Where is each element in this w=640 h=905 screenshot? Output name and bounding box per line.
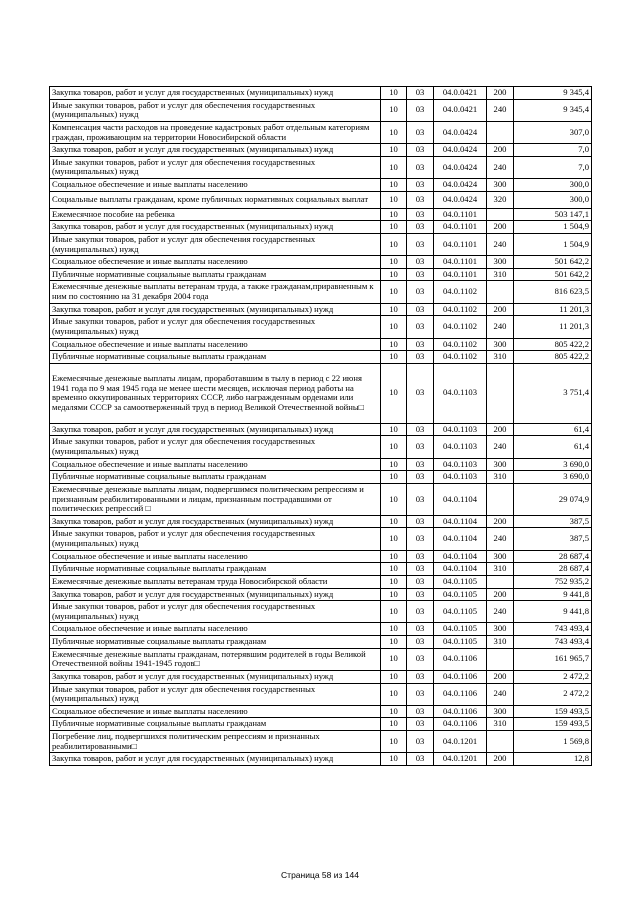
row-expense-type-cell: 200: [487, 423, 514, 436]
row-section-cell: 10: [381, 87, 407, 100]
row-expense-type-cell: 240: [487, 99, 514, 121]
row-target-article-cell: 04.0.1101: [434, 233, 487, 255]
row-name-cell: Иные закупки товаров, работ и услуг для обеспечения государственных (муниципальных) нужд: [50, 436, 381, 458]
row-target-article-cell: 04.0.0424: [434, 144, 487, 157]
row-subsection-cell: 03: [407, 601, 434, 623]
row-expense-type-cell: 200: [487, 588, 514, 601]
row-amount-cell: 159 493,5: [514, 705, 592, 718]
table-row: [50, 99, 592, 121]
table-row: [50, 121, 592, 143]
row-amount-cell: 501 642,2: [514, 256, 592, 269]
row-expense-type-cell: 320: [487, 191, 514, 208]
table-row: [50, 515, 592, 528]
row-amount-cell: 805 422,2: [514, 351, 592, 364]
row-name-cell: Закупка товаров, работ и услуг для государственных (муниципальных) нужд: [50, 144, 381, 157]
row-subsection-cell: 03: [407, 316, 434, 338]
row-section-cell: 10: [381, 550, 407, 563]
row-expense-type-cell: 200: [487, 87, 514, 100]
row-amount-cell: 3 751,4: [514, 363, 592, 423]
row-target-article-cell: 04.0.1103: [434, 436, 487, 458]
table-row: [50, 471, 592, 484]
row-section-cell: 10: [381, 436, 407, 458]
row-expense-type-cell: 300: [487, 705, 514, 718]
row-target-article-cell: 04.0.1105: [434, 623, 487, 636]
row-subsection-cell: 03: [407, 281, 434, 303]
row-target-article-cell: 04.0.1104: [434, 528, 487, 550]
row-expense-type-cell: 240: [487, 528, 514, 550]
row-name-cell: Иные закупки товаров, работ и услуг для обеспечения государственных (муниципальных) нужд: [50, 233, 381, 255]
row-section-cell: 10: [381, 221, 407, 234]
row-name-cell: Публичные нормативные социальные выплаты гражданам: [50, 471, 381, 484]
row-name-cell: Публичные нормативные социальные выплаты гражданам: [50, 563, 381, 576]
row-target-article-cell: 04.0.0421: [434, 87, 487, 100]
row-target-article-cell: 04.0.1105: [434, 575, 487, 588]
row-subsection-cell: 03: [407, 528, 434, 550]
row-target-article-cell: 04.0.1104: [434, 483, 487, 515]
row-amount-cell: 7,0: [514, 156, 592, 178]
row-amount-cell: 300,0: [514, 191, 592, 208]
table-row: [50, 191, 592, 208]
table-row: [50, 670, 592, 683]
row-amount-cell: 3 690,0: [514, 471, 592, 484]
row-expense-type-cell: [487, 575, 514, 588]
table-row: [50, 156, 592, 178]
row-subsection-cell: 03: [407, 363, 434, 423]
row-section-cell: 10: [381, 281, 407, 303]
row-section-cell: 10: [381, 268, 407, 281]
row-expense-type-cell: 300: [487, 179, 514, 192]
row-name-cell: Ежемесячные денежные выплаты лицам, проработавшим в тылу в период с 22 июня 1941 года по 9 мая 1945 года не менее шести месяцев, исключая период работы на временно оккупированных территориях СССР, либо награжденным орденами или медалями СССР за самоотверженный труд в период Великой Отечественной войны□: [50, 363, 381, 423]
row-amount-cell: 752 935,2: [514, 575, 592, 588]
table-row: [50, 458, 592, 471]
row-name-cell: Закупка товаров, работ и услуг для государственных (муниципальных) нужд: [50, 588, 381, 601]
row-subsection-cell: 03: [407, 471, 434, 484]
row-target-article-cell: 04.0.1201: [434, 731, 487, 753]
row-subsection-cell: 03: [407, 623, 434, 636]
row-amount-cell: 161 965,7: [514, 648, 592, 670]
row-amount-cell: 387,5: [514, 515, 592, 528]
table-row: [50, 718, 592, 731]
row-amount-cell: 28 687,4: [514, 550, 592, 563]
row-section-cell: 10: [381, 575, 407, 588]
row-expense-type-cell: 310: [487, 636, 514, 649]
row-target-article-cell: 04.0.1103: [434, 423, 487, 436]
row-subsection-cell: 03: [407, 121, 434, 143]
row-subsection-cell: 03: [407, 156, 434, 178]
table-row: [50, 87, 592, 100]
row-section-cell: 10: [381, 338, 407, 351]
row-name-cell: Социальное обеспечение и иные выплаты населению: [50, 179, 381, 192]
row-name-cell: Закупка товаров, работ и услуг для государственных (муниципальных) нужд: [50, 221, 381, 234]
row-subsection-cell: 03: [407, 718, 434, 731]
table-row: [50, 588, 592, 601]
table-row: [50, 528, 592, 550]
row-amount-cell: 2 472,2: [514, 670, 592, 683]
row-subsection-cell: 03: [407, 221, 434, 234]
row-section-cell: 10: [381, 601, 407, 623]
row-target-article-cell: 04.0.1104: [434, 550, 487, 563]
row-expense-type-cell: 310: [487, 718, 514, 731]
row-target-article-cell: 04.0.1106: [434, 648, 487, 670]
row-expense-type-cell: [487, 121, 514, 143]
row-amount-cell: 1 504,9: [514, 233, 592, 255]
row-section-cell: 10: [381, 683, 407, 705]
row-expense-type-cell: 240: [487, 233, 514, 255]
budget-table: [49, 86, 592, 766]
table-row: [50, 550, 592, 563]
row-amount-cell: 805 422,2: [514, 338, 592, 351]
row-name-cell: Закупка товаров, работ и услуг для государственных (муниципальных) нужд: [50, 303, 381, 316]
row-section-cell: 10: [381, 563, 407, 576]
table-row: [50, 268, 592, 281]
row-section-cell: 10: [381, 233, 407, 255]
row-expense-type-cell: [487, 208, 514, 221]
row-amount-cell: 503 147,1: [514, 208, 592, 221]
row-name-cell: Компенсация части расходов на проведение кадастровых работ отдельным категориям граждан, проживающим на территории Новосибирской области: [50, 121, 381, 143]
row-amount-cell: 1 569,8: [514, 731, 592, 753]
row-amount-cell: 743 493,4: [514, 623, 592, 636]
row-subsection-cell: 03: [407, 550, 434, 563]
row-name-cell: Социальное обеспечение и иные выплаты населению: [50, 458, 381, 471]
row-section-cell: 10: [381, 351, 407, 364]
row-target-article-cell: 04.0.1103: [434, 363, 487, 423]
row-expense-type-cell: [487, 363, 514, 423]
row-amount-cell: 3 690,0: [514, 458, 592, 471]
row-expense-type-cell: [487, 731, 514, 753]
table-row: [50, 303, 592, 316]
row-expense-type-cell: 300: [487, 338, 514, 351]
table-row: [50, 683, 592, 705]
row-subsection-cell: 03: [407, 268, 434, 281]
row-target-article-cell: 04.0.1103: [434, 471, 487, 484]
row-amount-cell: 11 201,3: [514, 303, 592, 316]
row-target-article-cell: 04.0.0424: [434, 191, 487, 208]
row-section-cell: 10: [381, 718, 407, 731]
row-target-article-cell: 04.0.1102: [434, 281, 487, 303]
row-name-cell: Ежемесячные денежные выплаты лицам, подвергшимся политическим репрессиям и признанным реабилитированными и лицам, признанным пострадавшими от политических репрессий □: [50, 483, 381, 515]
row-amount-cell: 743 493,4: [514, 636, 592, 649]
row-section-cell: 10: [381, 705, 407, 718]
row-name-cell: Иные закупки товаров, работ и услуг для обеспечения государственных (муниципальных) нужд: [50, 316, 381, 338]
row-section-cell: 10: [381, 121, 407, 143]
table-row: [50, 221, 592, 234]
row-target-article-cell: 04.0.1102: [434, 303, 487, 316]
row-subsection-cell: 03: [407, 256, 434, 269]
table-row: [50, 423, 592, 436]
table-row: [50, 363, 592, 423]
row-section-cell: 10: [381, 191, 407, 208]
row-name-cell: Социальное обеспечение и иные выплаты населению: [50, 550, 381, 563]
table-row: [50, 179, 592, 192]
row-amount-cell: 159 493,5: [514, 718, 592, 731]
row-target-article-cell: 04.0.1101: [434, 221, 487, 234]
row-subsection-cell: 03: [407, 636, 434, 649]
row-target-article-cell: 04.0.1101: [434, 208, 487, 221]
row-name-cell: Погребение лиц, подвергшихся политическим репрессиям и признанных реабилитированными□: [50, 731, 381, 753]
row-target-article-cell: 04.0.1105: [434, 636, 487, 649]
row-section-cell: 10: [381, 731, 407, 753]
row-amount-cell: 387,5: [514, 528, 592, 550]
row-expense-type-cell: 310: [487, 563, 514, 576]
row-amount-cell: 28 687,4: [514, 563, 592, 576]
row-name-cell: Социальные выплаты гражданам, кроме публичных нормативных социальных выплат: [50, 191, 381, 208]
row-subsection-cell: 03: [407, 683, 434, 705]
row-subsection-cell: 03: [407, 588, 434, 601]
table-row: [50, 233, 592, 255]
row-expense-type-cell: 300: [487, 550, 514, 563]
row-expense-type-cell: 300: [487, 256, 514, 269]
row-amount-cell: 9 345,4: [514, 99, 592, 121]
row-section-cell: 10: [381, 208, 407, 221]
table-row: [50, 483, 592, 515]
row-name-cell: Ежемесячные денежные выплаты ветеранам труда Новосибирской области: [50, 575, 381, 588]
table-row: [50, 753, 592, 766]
row-subsection-cell: 03: [407, 351, 434, 364]
row-section-cell: 10: [381, 670, 407, 683]
row-target-article-cell: 04.0.0424: [434, 156, 487, 178]
row-subsection-cell: 03: [407, 99, 434, 121]
row-target-article-cell: 04.0.1102: [434, 351, 487, 364]
row-name-cell: Публичные нормативные социальные выплаты гражданам: [50, 351, 381, 364]
row-expense-type-cell: 200: [487, 303, 514, 316]
row-expense-type-cell: [487, 281, 514, 303]
row-amount-cell: 2 472,2: [514, 683, 592, 705]
row-subsection-cell: 03: [407, 144, 434, 157]
row-expense-type-cell: 200: [487, 515, 514, 528]
page-footer: Страница 58 из 144: [281, 870, 359, 880]
row-section-cell: 10: [381, 363, 407, 423]
row-target-article-cell: 04.0.1105: [434, 601, 487, 623]
table-row: [50, 351, 592, 364]
row-target-article-cell: 04.0.1104: [434, 515, 487, 528]
row-section-cell: 10: [381, 483, 407, 515]
row-expense-type-cell: 310: [487, 471, 514, 484]
row-amount-cell: 501 642,2: [514, 268, 592, 281]
row-target-article-cell: 04.0.0421: [434, 99, 487, 121]
row-expense-type-cell: 300: [487, 458, 514, 471]
row-expense-type-cell: 200: [487, 753, 514, 766]
row-amount-cell: 300,0: [514, 179, 592, 192]
table-row: [50, 563, 592, 576]
row-expense-type-cell: 200: [487, 221, 514, 234]
row-target-article-cell: 04.0.1102: [434, 316, 487, 338]
row-subsection-cell: 03: [407, 338, 434, 351]
row-name-cell: Социальное обеспечение и иные выплаты населению: [50, 705, 381, 718]
row-subsection-cell: 03: [407, 208, 434, 221]
row-subsection-cell: 03: [407, 423, 434, 436]
row-name-cell: Публичные нормативные социальные выплаты гражданам: [50, 268, 381, 281]
row-amount-cell: 7,0: [514, 144, 592, 157]
row-amount-cell: 9 441,8: [514, 588, 592, 601]
row-section-cell: 10: [381, 256, 407, 269]
row-amount-cell: 61,4: [514, 423, 592, 436]
table-row: [50, 144, 592, 157]
row-name-cell: Закупка товаров, работ и услуг для государственных (муниципальных) нужд: [50, 87, 381, 100]
row-subsection-cell: 03: [407, 233, 434, 255]
row-expense-type-cell: 240: [487, 601, 514, 623]
table-row: [50, 256, 592, 269]
row-target-article-cell: 04.0.0424: [434, 179, 487, 192]
row-subsection-cell: 03: [407, 705, 434, 718]
row-amount-cell: 816 623,5: [514, 281, 592, 303]
row-target-article-cell: 04.0.1106: [434, 670, 487, 683]
row-expense-type-cell: [487, 483, 514, 515]
row-subsection-cell: 03: [407, 753, 434, 766]
table-row: [50, 575, 592, 588]
row-subsection-cell: 03: [407, 191, 434, 208]
row-name-cell: Иные закупки товаров, работ и услуг для обеспечения государственных (муниципальных) нужд: [50, 528, 381, 550]
row-section-cell: 10: [381, 156, 407, 178]
row-section-cell: 10: [381, 458, 407, 471]
row-section-cell: 10: [381, 753, 407, 766]
row-expense-type-cell: [487, 648, 514, 670]
row-subsection-cell: 03: [407, 458, 434, 471]
row-expense-type-cell: 310: [487, 268, 514, 281]
table-row: [50, 623, 592, 636]
row-section-cell: 10: [381, 588, 407, 601]
row-section-cell: 10: [381, 316, 407, 338]
table-row: [50, 648, 592, 670]
row-expense-type-cell: 200: [487, 670, 514, 683]
table-row: [50, 208, 592, 221]
row-subsection-cell: 03: [407, 575, 434, 588]
row-section-cell: 10: [381, 303, 407, 316]
row-target-article-cell: 04.0.1103: [434, 458, 487, 471]
table-row: [50, 281, 592, 303]
row-target-article-cell: 04.0.1101: [434, 256, 487, 269]
row-section-cell: 10: [381, 636, 407, 649]
table-row: [50, 436, 592, 458]
row-amount-cell: 9 345,4: [514, 87, 592, 100]
row-name-cell: Иные закупки товаров, работ и услуг для обеспечения государственных (муниципальных) нужд: [50, 683, 381, 705]
row-subsection-cell: 03: [407, 87, 434, 100]
row-section-cell: 10: [381, 144, 407, 157]
row-name-cell: Социальное обеспечение и иные выплаты населению: [50, 338, 381, 351]
row-section-cell: 10: [381, 515, 407, 528]
row-name-cell: Закупка товаров, работ и услуг для государственных (муниципальных) нужд: [50, 423, 381, 436]
row-name-cell: Иные закупки товаров, работ и услуг для обеспечения государственных (муниципальных) нужд: [50, 156, 381, 178]
row-section-cell: 10: [381, 528, 407, 550]
row-name-cell: Публичные нормативные социальные выплаты гражданам: [50, 636, 381, 649]
row-subsection-cell: 03: [407, 731, 434, 753]
row-amount-cell: 1 504,9: [514, 221, 592, 234]
row-name-cell: Иные закупки товаров, работ и услуг для обеспечения государственных (муниципальных) нужд: [50, 99, 381, 121]
table-row: [50, 731, 592, 753]
row-expense-type-cell: 200: [487, 144, 514, 157]
row-name-cell: Иные закупки товаров, работ и услуг для обеспечения государственных (муниципальных) нужд: [50, 601, 381, 623]
row-target-article-cell: 04.0.1105: [434, 588, 487, 601]
row-subsection-cell: 03: [407, 179, 434, 192]
row-section-cell: 10: [381, 423, 407, 436]
row-name-cell: Публичные нормативные социальные выплаты гражданам: [50, 718, 381, 731]
row-target-article-cell: 04.0.1201: [434, 753, 487, 766]
row-amount-cell: 11 201,3: [514, 316, 592, 338]
row-subsection-cell: 03: [407, 563, 434, 576]
row-target-article-cell: 04.0.1104: [434, 563, 487, 576]
table-row: [50, 636, 592, 649]
row-amount-cell: 61,4: [514, 436, 592, 458]
row-name-cell: Закупка товаров, работ и услуг для государственных (муниципальных) нужд: [50, 670, 381, 683]
row-section-cell: 10: [381, 648, 407, 670]
row-target-article-cell: 04.0.1106: [434, 718, 487, 731]
row-name-cell: Закупка товаров, работ и услуг для государственных (муниципальных) нужд: [50, 753, 381, 766]
row-target-article-cell: 04.0.1106: [434, 683, 487, 705]
row-expense-type-cell: 240: [487, 156, 514, 178]
row-target-article-cell: 04.0.1101: [434, 268, 487, 281]
row-name-cell: Закупка товаров, работ и услуг для государственных (муниципальных) нужд: [50, 515, 381, 528]
row-amount-cell: 29 074,9: [514, 483, 592, 515]
row-name-cell: Ежемесячные денежные выплаты ветеранам труда, а также гражданам,приравненным к ним по состоянию на 31 декабря 2004 года: [50, 281, 381, 303]
row-subsection-cell: 03: [407, 515, 434, 528]
row-amount-cell: 12,8: [514, 753, 592, 766]
row-target-article-cell: 04.0.1106: [434, 705, 487, 718]
row-name-cell: Социальное обеспечение и иные выплаты населению: [50, 256, 381, 269]
row-subsection-cell: 03: [407, 303, 434, 316]
table-row: [50, 601, 592, 623]
row-name-cell: Ежемесячные денежные выплаты гражданам, потерявшим родителей в годы Великой Отечественной войны 1941-1945 годов□: [50, 648, 381, 670]
row-expense-type-cell: 300: [487, 623, 514, 636]
row-subsection-cell: 03: [407, 436, 434, 458]
row-name-cell: Социальное обеспечение и иные выплаты населению: [50, 623, 381, 636]
row-expense-type-cell: 240: [487, 683, 514, 705]
row-section-cell: 10: [381, 623, 407, 636]
row-subsection-cell: 03: [407, 483, 434, 515]
row-subsection-cell: 03: [407, 648, 434, 670]
row-amount-cell: 307,0: [514, 121, 592, 143]
row-name-cell: Ежемесячное пособие на ребенка: [50, 208, 381, 221]
table-row: [50, 316, 592, 338]
row-target-article-cell: 04.0.1102: [434, 338, 487, 351]
row-expense-type-cell: 240: [487, 436, 514, 458]
row-section-cell: 10: [381, 179, 407, 192]
table-row: [50, 705, 592, 718]
row-section-cell: 10: [381, 99, 407, 121]
budget-table-body: [50, 87, 592, 766]
row-expense-type-cell: 240: [487, 316, 514, 338]
row-subsection-cell: 03: [407, 670, 434, 683]
row-target-article-cell: 04.0.0424: [434, 121, 487, 143]
row-section-cell: 10: [381, 471, 407, 484]
table-row: [50, 338, 592, 351]
row-amount-cell: 9 441,8: [514, 601, 592, 623]
row-expense-type-cell: 310: [487, 351, 514, 364]
